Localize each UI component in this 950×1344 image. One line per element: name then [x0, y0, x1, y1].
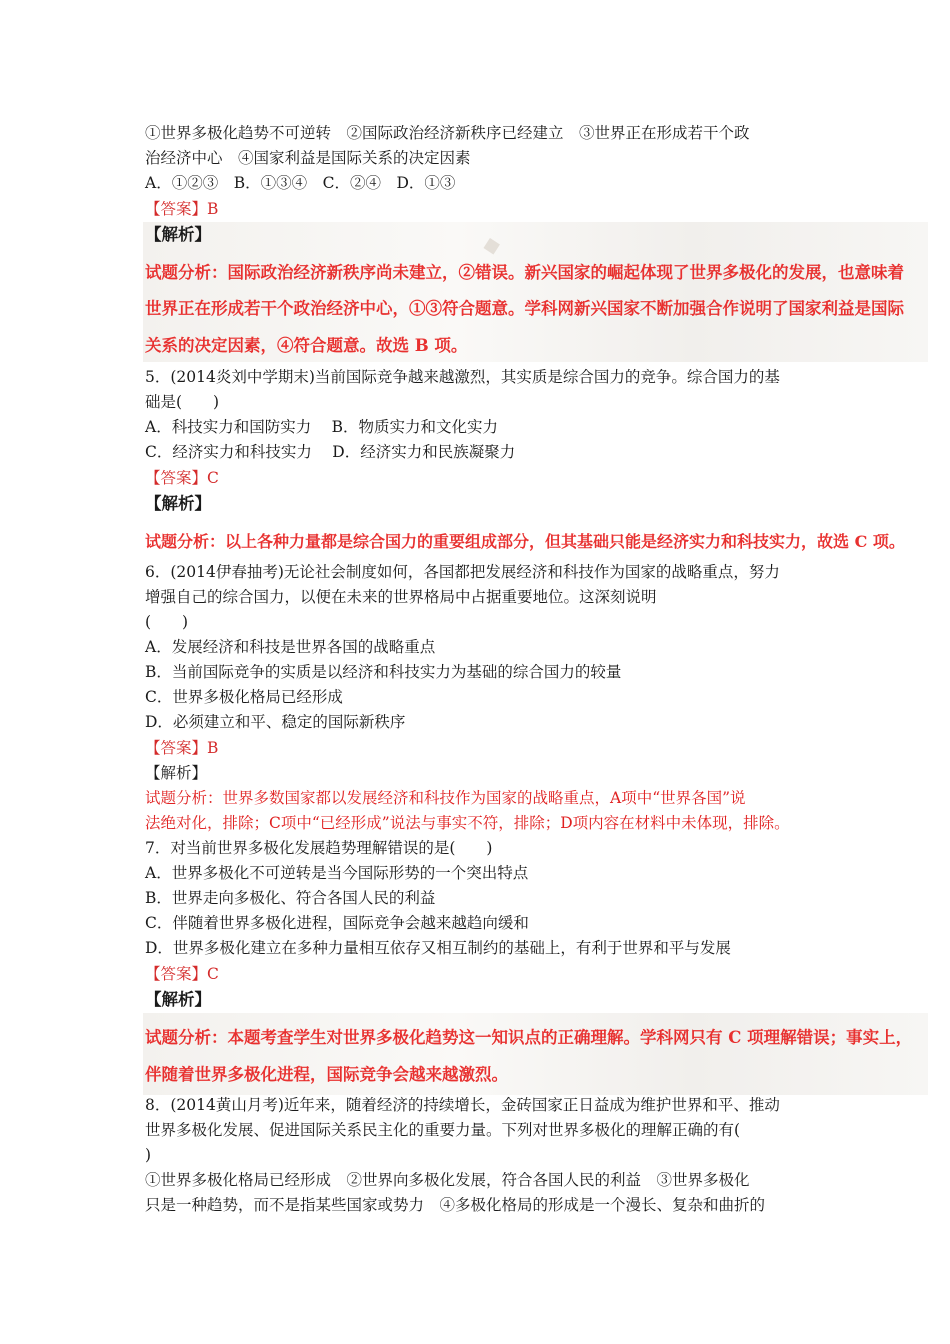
question-7-answer: 【答案】C: [145, 965, 219, 983]
question-6-stem-line-3: ( ): [145, 613, 189, 631]
question-4-options-line-2: 治经济中心 ④国家利益是国际关系的决定因素: [145, 149, 471, 167]
question-4-analysis-line-1: 试题分析：国际政治经济新秩序尚未建立，②错误。新兴国家的崛起体现了世界多极化的发展，也意味着: [145, 263, 904, 282]
question-5-analysis-heading: 【解析】: [145, 494, 211, 513]
question-4-analysis-line-2: 世界正在形成若干个政治经济中心，①③符合题意。学科网新兴国家不断加强合作说明了国家利益是国际: [145, 299, 904, 318]
question-5-stem-line-1: 5．(2014炎刘中学期末)当前国际竞争越来越激烈，其实质是综合国力的竞争。综合国力的基: [145, 368, 780, 386]
question-7-choice-a: A．世界多极化不可逆转是当今国际形势的一个突出特点: [145, 864, 529, 882]
question-4-choices: A．①②③ B．①③④ C．②④ D．①③: [145, 174, 456, 192]
question-7-stem: 7．对当前世界多极化发展趋势理解错误的是( ): [145, 839, 493, 857]
question-5-analysis-line-1: 试题分析：以上各种力量都是综合国力的重要组成部分，但其基础只能是经济实力和科技实力，故选 C 项。: [145, 532, 905, 551]
question-7-choice-c: C．伴随着世界多极化进程，国际竞争会越来越趋向缓和: [145, 914, 529, 932]
question-7-analysis-line-1: 试题分析：本题考查学生对世界多极化趋势这一知识点的正确理解。学科网只有 C 项理解错误；事实上，: [145, 1028, 913, 1047]
question-6-choice-d: D．必须建立和平、稳定的国际新秩序: [145, 713, 406, 731]
question-4-options-line-1: ①世界多极化趋势不可逆转 ②国际政治经济新秩序已经建立 ③世界正在形成若干个政: [145, 124, 750, 142]
question-6-choice-a: A．发展经济和科技是世界各国的战略重点: [145, 638, 436, 656]
question-6-stem-line-2: 增强自己的综合国力，以便在未来的世界格局中占据重要地位。这深刻说明: [145, 588, 657, 606]
question-5-choices-cd: C．经济实力和科技实力 D．经济实力和民族凝聚力: [145, 443, 516, 461]
question-8-options-line-2: 只是一种趋势，而不是指某些国家或势力 ④多极化格局的形成是一个漫长、复杂和曲折的: [145, 1196, 766, 1214]
question-5-choices-ab: A．科技实力和国防实力 B．物质实力和文化实力: [145, 418, 499, 436]
question-6-analysis-line-1: 试题分析：世界多数国家都以发展经济和科技作为国家的战略重点，A项中“世界各国”说: [145, 789, 746, 807]
question-8-stem-line-2: 世界多极化发展、促进国际关系民主化的重要力量。下列对世界多极化的理解正确的有(: [145, 1121, 741, 1139]
question-7-analysis-heading: 【解析】: [145, 990, 211, 1009]
question-4-analysis-heading: 【解析】: [145, 225, 211, 244]
question-5-stem-line-2: 础是( ): [145, 393, 220, 411]
question-8-stem-line-3: ): [145, 1146, 152, 1164]
question-6-stem-line-1: 6．(2014伊春抽考)无论社会制度如何，各国都把发展经济和科技作为国家的战略重点，努力: [145, 563, 780, 581]
question-8-stem-line-1: 8．(2014黄山月考)近年来，随着经济的持续增长，金砖国家正日益成为维护世界和平、推动: [145, 1096, 780, 1114]
question-6-answer: 【答案】B: [145, 739, 219, 757]
question-4-answer: 【答案】B: [145, 200, 219, 218]
question-4-analysis-line-3: 关系的决定因素，④符合题意。故选 B 项。: [145, 336, 468, 355]
watermark-logo: ◆: [480, 230, 503, 260]
question-6-analysis-line-2: 法绝对化，排除；C项中“已经形成”说法与事实不符，排除；D项内容在材料中未体现，排除。: [145, 814, 790, 832]
question-7-analysis-line-2: 伴随着世界多极化进程，国际竞争会越来越激烈。: [145, 1065, 508, 1084]
question-5-answer: 【答案】C: [145, 469, 219, 487]
question-6-analysis-heading: 【解析】: [145, 764, 208, 782]
question-7-choice-b: B．世界走向多极化、符合各国人民的利益: [145, 889, 436, 907]
question-6-choice-b: B．当前国际竞争的实质是以经济和科技实力为基础的综合国力的较量: [145, 663, 622, 681]
question-8-options-line-1: ①世界多极化格局已经形成 ②世界向多极化发展，符合各国人民的利益 ③世界多极化: [145, 1171, 750, 1189]
question-6-choice-c: C．世界多极化格局已经形成: [145, 688, 343, 706]
question-7-choice-d: D．世界多极化建立在多种力量相互依存又相互制约的基础上，有利于世界和平与发展: [145, 939, 731, 957]
